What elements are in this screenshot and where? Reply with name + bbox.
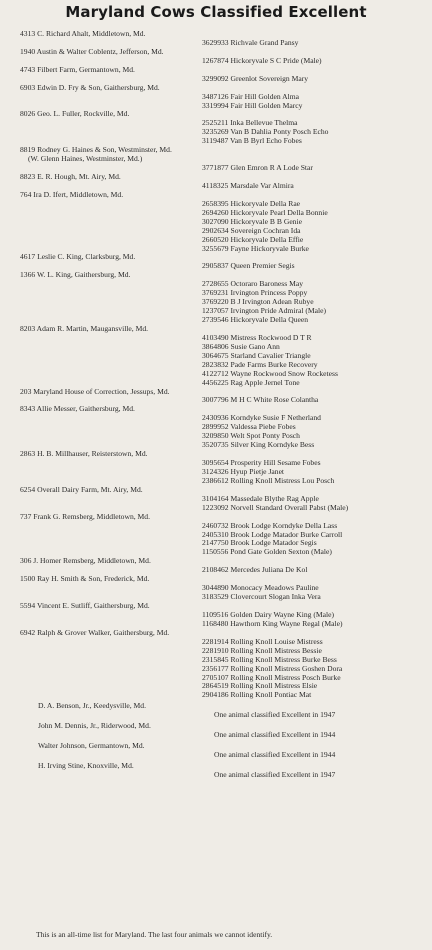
classification-list: [0, 30, 432, 780]
owner-line: 1500 Ray H. Smith & Son, Frederick, Md.: [20, 574, 150, 584]
owner-line: 4743 Filbert Farm, Germantown, Md.: [20, 64, 135, 74]
animal-line: 3487126 Fair Hill Golden Alma: [202, 91, 300, 101]
owner-line: 1940 Austin & Walter Coblentz, Jefferson, Md.: [20, 46, 164, 56]
owner-line: 8819 Rodney G. Haines & Son, Westminster, Md.: [20, 145, 172, 155]
unidentified-note: One animal classified Excellent in 1947: [214, 710, 336, 720]
unidentified-note: One animal classified Excellent in 1947: [214, 769, 336, 779]
animal-line: 1109516 Golden Dairy Wayne King (Male): [202, 609, 335, 619]
owner-line: 6254 Overall Dairy Farm, Mt. Airy, Md.: [20, 484, 143, 494]
animal-line: 1150556 Pond Gate Golden Sexton (Male): [202, 547, 332, 557]
owner-line: 8026 Geo. L. Fuller, Rockville, Md.: [20, 109, 130, 119]
animal-line: 4122712 Wayne Rockwood Snow Rocketess: [202, 368, 338, 378]
animal-line: 3104164 Massedale Blythe Rag Apple: [202, 493, 319, 503]
owner-line: 2863 H. B. Millhauser, Reisterstown, Md.: [20, 449, 148, 459]
owner-line: 8343 Allie Messer, Gaithersburg, Md.: [20, 404, 135, 414]
animal-line: 4118325 Marsdale Var Almira: [202, 180, 294, 190]
animal-line: 1267874 Hickoryvale S C Pride (Male): [202, 55, 322, 65]
animal-line: 3007796 M H C White Rose Colantha: [202, 395, 319, 405]
footer-note: This is an all-time list for Maryland. The last four animals we cannot identify.: [36, 930, 273, 939]
animal-line: 2864519 Rolling Knoll Mistress Elsie: [202, 681, 318, 691]
animal-line: 2904186 Rolling Knoll Pontiac Mat: [202, 690, 312, 700]
owner-line: 5594 Vincent E. Sutliff, Gaithersburg, Md.: [20, 601, 150, 610]
animal-line: 2823832 Pade Farms Burke Recovery: [202, 359, 318, 369]
animal-line: 2728655 Octoraro Baroness May: [202, 279, 304, 289]
unidentified-note: One animal classified Excellent in 1944: [214, 750, 336, 759]
owner-note: (W. Glenn Haines, Westminster, Md.): [28, 154, 143, 164]
animal-line: 1237057 Irvington Pride Admiral (Male): [202, 306, 327, 316]
owner-line: 6942 Ralph & Grover Walker, Gaithersburg, Md.: [20, 627, 170, 637]
animal-line: 1223092 Norvell Standard Overall Pabst (Male): [202, 502, 349, 512]
animal-line: 2405310 Brook Lodge Matador Burke Carroll: [202, 529, 343, 539]
animal-line: 2905837 Queen Premier Segis: [202, 261, 295, 271]
owner-line: 8823 E. R. Hough, Mt. Airy, Md.: [20, 172, 121, 181]
animal-line: 1168480 Hawthorn King Wayne Regal (Male): [202, 618, 343, 628]
animal-line: 2315845 Rolling Knoll Mistress Burke Bess: [202, 654, 337, 664]
animal-line: 3209850 Welt Spot Ponty Posch: [202, 431, 300, 441]
animal-line: 2430936 Korndyke Susie F Netherland: [202, 413, 321, 423]
animal-line: 3044890 Monocacy Meadows Pauline: [202, 583, 319, 593]
animal-line: 3235269 Van B Dahlia Ponty Posch Echo: [202, 127, 329, 137]
animal-line: 3769231 Irvington Princess Poppy: [202, 288, 308, 298]
animal-line: 2658395 Hickoryvale Della Rae: [202, 198, 301, 208]
animal-line: 2705107 Rolling Knoll Mistress Posch Burke: [202, 672, 341, 682]
animal-line: 2694260 Hickoryvale Pearl Della Bonnie: [202, 207, 328, 217]
animal-line: 3864806 Susie Gano Ann: [202, 341, 280, 351]
animal-line: 2281910 Rolling Knoll Mistress Bessie: [202, 645, 322, 655]
animal-line: 3095654 Prosperity Hill Sesame Fobes: [202, 458, 321, 467]
animal-line: 3183529 Clovercourt Slogan Inka Vera: [202, 592, 321, 602]
owner-line: 1366 W. L. King, Gaithersburg, Md.: [20, 270, 131, 280]
animal-line: 2108462 Mercedes Juliana De Kol: [202, 565, 308, 575]
animal-line: 3255679 Fayne Hickoryvale Burke: [202, 243, 309, 253]
animal-line: 3119487 Van B Byrl Echo Fobes: [202, 136, 302, 146]
animal-line: 2739546 Hickoryvale Della Queen: [202, 315, 309, 324]
unidentified-owner: H. Irving Stine, Knoxville, Md.: [38, 760, 134, 770]
unidentified-owner: John M. Dennis, Jr., Riderwood, Md.: [38, 721, 151, 731]
animal-line: 4103490 Mistress Rockwood D T R: [202, 332, 312, 342]
animal-line: 3064675 Starland Cavalier Triangle: [202, 350, 311, 360]
owner-line: 203 Maryland House of Correction, Jessups, Md.: [20, 386, 170, 396]
animal-line: 2356177 Rolling Knoll Mistress Goshen Dora: [202, 663, 343, 673]
animal-line: 3771877 Glen Emron R A Lode Star: [202, 163, 313, 173]
animal-line: 3319994 Fair Hill Golden Marcy: [202, 100, 303, 110]
animal-line: 2899952 Valdessa Piebe Fobes: [202, 422, 296, 432]
unidentified-note: One animal classified Excellent in 1944: [214, 730, 336, 740]
owner-line: 4313 C. Richard Ahalt, Middletown, Md.: [20, 29, 146, 38]
unidentified-owner: D. A. Benson, Jr., Keedysville, Md.: [38, 701, 146, 711]
animal-line: 3027090 Hickoryvale B B Genie: [202, 216, 302, 226]
owner-line: 6903 Edwin D. Fry & Son, Gaithersburg, Md.: [20, 82, 160, 92]
animal-line: 3520735 Silver King Korndyke Bess: [202, 440, 315, 450]
animal-line: 2147750 Brook Lodge Matador Segis: [202, 538, 317, 548]
owner-line: 764 Ira D. Ifert, Middletown, Md.: [20, 189, 124, 199]
owner-line: 737 Frank G. Remsberg, Middletown, Md.: [20, 511, 151, 521]
animal-line: 2386612 Rolling Knoll Mistress Lou Posch: [202, 475, 335, 485]
animal-line: 2460732 Brook Lodge Korndyke Della Lass: [202, 520, 338, 530]
animal-line: 3629933 Richvale Grand Pansy: [202, 37, 299, 47]
owner-line: 4617 Leslie C. King, Clarksburg, Md.: [20, 252, 136, 262]
owner-line: 306 J. Homer Remsberg, Middletown, Md.: [20, 556, 151, 566]
animal-line: 2281914 Rolling Knoll Louise Mistress: [202, 636, 323, 646]
animal-line: 4456225 Rag Apple Jernel Tone: [202, 377, 300, 387]
unidentified-owner: Walter Johnson, Germantown, Md.: [38, 741, 145, 751]
page-title: Maryland Cows Classified Excellent: [65, 3, 367, 21]
animal-line: 3124326 Hyup Pietje Janet: [202, 466, 285, 476]
animal-line: 2902634 Sovereign Cochran Ida: [202, 225, 301, 235]
animal-line: 2660520 Hickoryvale Della Effie: [202, 234, 304, 244]
animal-line: 3299092 Greenlot Sovereign Mary: [202, 73, 309, 83]
owner-line: 8203 Adam R. Martin, Maugansville, Md.: [20, 323, 149, 333]
animal-line: 3769220 B J Irvington Adean Rubye: [202, 297, 314, 307]
animal-line: 2525211 Inka Bellevue Thelma: [202, 118, 298, 128]
